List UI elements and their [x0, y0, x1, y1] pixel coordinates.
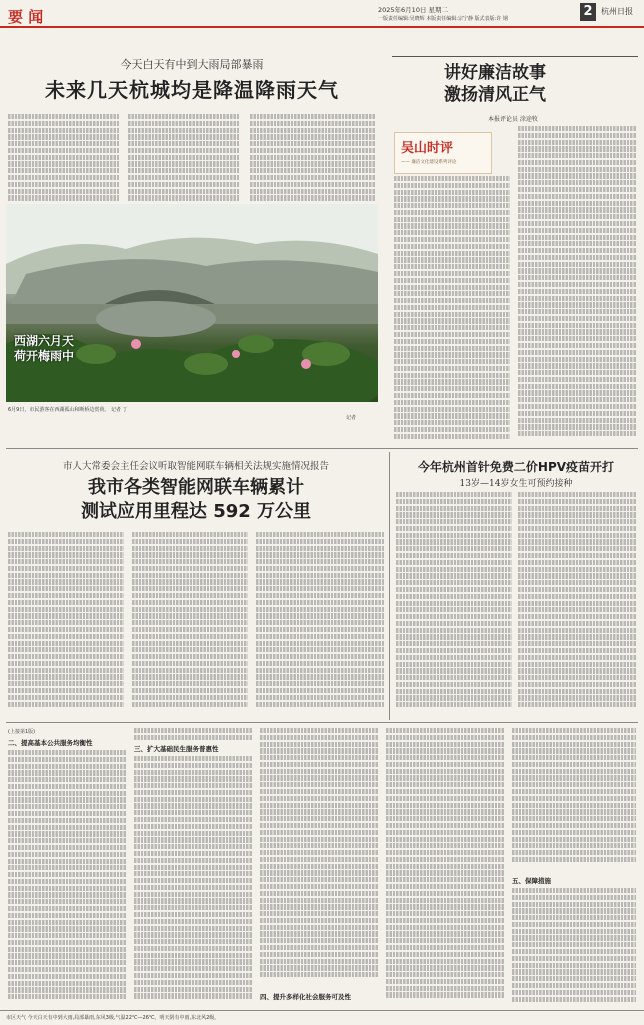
body-text: [128, 114, 240, 202]
section-heading: 四、提升多样化社会服务可及性: [260, 993, 351, 1001]
column-name: 吴山时评: [401, 141, 454, 156]
page-number-box: [580, 3, 596, 21]
article-ict-kicker: 市人大常委会主任会议听取智能网联车辆相关法规实施情况报告: [62, 461, 329, 472]
body-text: [394, 176, 510, 444]
article-weather: [6, 52, 378, 424]
body-text: [386, 728, 504, 1006]
paper-name: 杭州日报: [601, 7, 633, 16]
article-hpv-subhead: 13岁—14岁女生可预约接种: [459, 479, 573, 489]
section-label: 要 闻: [8, 8, 44, 26]
section-continued: (上接第1版): [8, 729, 36, 735]
section-heading: 五、保障措施: [512, 877, 551, 885]
article-editorial: [392, 56, 638, 448]
section-heading: 三、扩大基础民生服务普惠性: [134, 745, 219, 753]
body-text: [250, 114, 376, 202]
section-heading: 二、提高基本公共服务均衡性: [8, 739, 93, 747]
footer-weather: 市区天气 今天白天有中到大雨,局部暴雨,东风3级,气温22℃—26℃。明天阴有中雨,东北风2级。: [6, 1015, 220, 1021]
article-editorial-rule: [392, 56, 638, 57]
column-sub: —— 廉洁文化建设系列评论: [401, 160, 457, 165]
photo-caption: 西湖六月天 荷开梅雨中: [14, 334, 75, 363]
body-text: [512, 728, 636, 870]
article-weather-kicker: 今天白天有中到大雨局部暴雨: [120, 58, 264, 71]
page-number: 2: [583, 4, 593, 19]
divider: [6, 448, 638, 449]
article-editorial-byline: 本报评论员 涂途牧: [488, 116, 538, 123]
column-badge: [394, 132, 492, 174]
west-lake-photo: [6, 204, 378, 402]
body-text: [8, 750, 126, 1006]
article-hpv-headline: 今年杭州首针免费二价HPV疫苗开打: [417, 460, 615, 474]
photo-scene: [6, 204, 378, 402]
article-hpv: [394, 452, 638, 720]
article-public-services: [6, 726, 638, 1008]
body-text: [260, 728, 378, 984]
body-text: [8, 114, 120, 202]
article-ict-headline: 我市各类智能网联车辆累计 测试应用里程达 592 万公里: [80, 477, 312, 522]
photo-note: 6月9日，市民游客在西湖孤山和断桥边赏荷。 记者 丁: [8, 407, 128, 413]
article-weather-headline: 未来几天杭城均是降温降雨天气: [45, 78, 339, 102]
body-text: [518, 126, 636, 444]
masthead: [0, 0, 644, 28]
body-text: [518, 492, 636, 716]
body-text: [132, 532, 248, 714]
editors-line: 一版责任编辑:吴晓辉 本版责任编辑:宗宁静 版式表版:许 钢: [378, 16, 508, 22]
byline: 记者: [346, 415, 357, 421]
divider: [6, 722, 638, 723]
masthead-rule: [0, 26, 644, 28]
body-text: [134, 756, 252, 1006]
article-editorial-headline: 讲好廉洁故事 激扬清风正气: [444, 63, 546, 105]
body-text: [256, 532, 384, 714]
body-text: [512, 888, 636, 1006]
date-line: 2025年6月10日 星期二: [378, 6, 449, 14]
article-ict-vehicles: [6, 452, 386, 720]
body-text: [8, 532, 124, 714]
divider: [389, 452, 390, 720]
footer-bar: [0, 1010, 644, 1025]
body-text: [396, 492, 512, 716]
